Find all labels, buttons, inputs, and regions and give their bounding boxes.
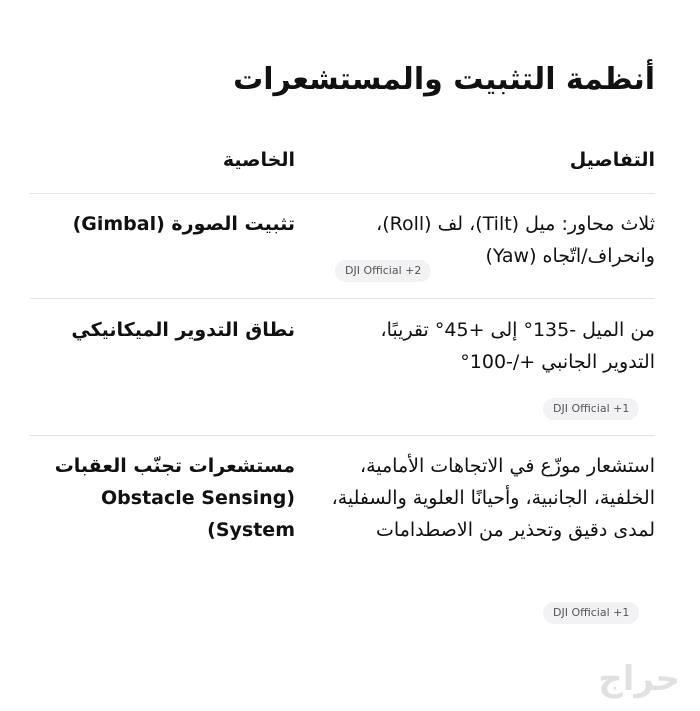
property-cell: نطاق التدوير الميكانيكي xyxy=(71,319,295,341)
column-header-property: الخاصية xyxy=(222,149,295,171)
details-text: استشعار موزّع في الاتجاهات الأمامية، الخلفية، الجانبية، وأحيانًا العلوية والسفلية، لمدى دقيق وتحذير من الاصطدامات xyxy=(331,455,655,541)
property-cell: تثبيت الصورة (Gimbal) xyxy=(72,213,295,235)
details-text: من الميل -135° إلى +45° تقريبًا، التدوير الجانبي +/-100° xyxy=(380,319,655,373)
section-title: أنظمة التثبيت والمستشعرات xyxy=(233,62,655,97)
watermark-logo: حراج xyxy=(598,659,680,699)
source-badge[interactable]: DJI Official +1 xyxy=(543,602,639,624)
divider xyxy=(30,298,655,299)
details-cell xyxy=(325,314,655,378)
column-header-details: التفاصيل xyxy=(569,149,655,171)
divider xyxy=(30,193,655,194)
source-badge[interactable]: DJI Official +2 xyxy=(335,260,431,282)
property-cell: مستشعرات تجنّب العقبات (Obstacle Sensing System) xyxy=(54,455,295,541)
details-text: ثلاث محاور: ميل (Tilt)، لف (Roll)، وانحراف/اتّجاه (Yaw) xyxy=(376,213,655,267)
details-cell xyxy=(325,450,655,546)
source-badge[interactable]: DJI Official +1 xyxy=(543,398,639,420)
table-header xyxy=(45,138,655,182)
divider xyxy=(30,435,655,436)
